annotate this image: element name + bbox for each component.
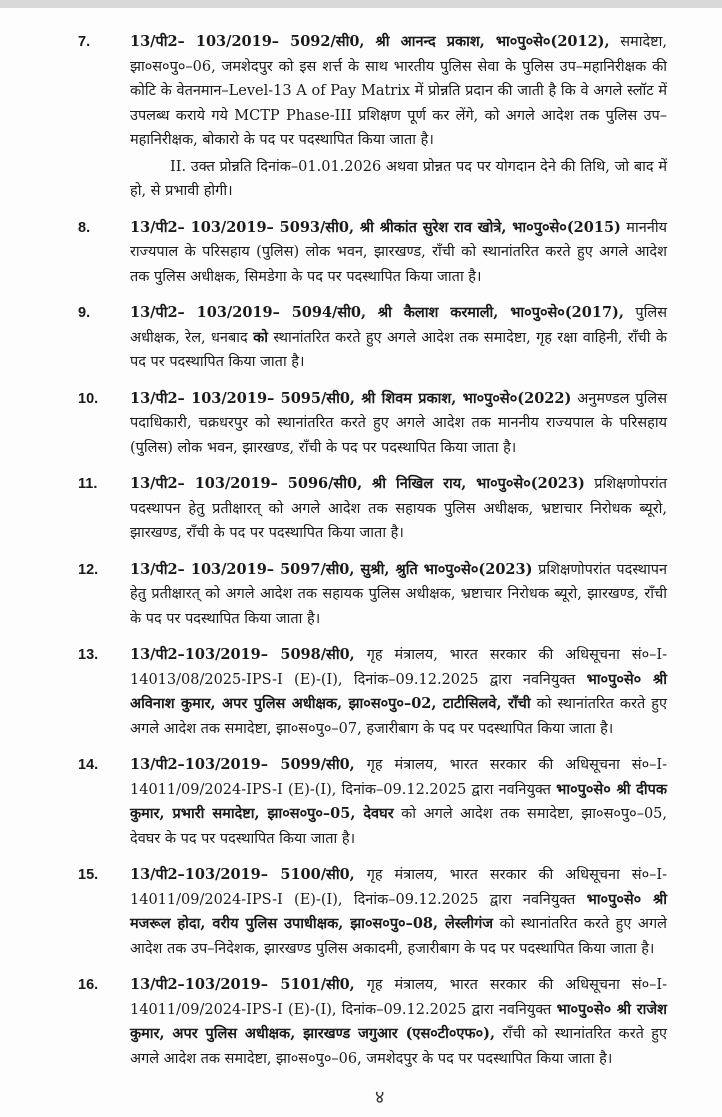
entry-reference-bold: 13/पी2– 103/2019– 5097/सी0, सुश्री, श्रुति भा०पु०से०(2023)	[130, 560, 533, 578]
entry-text: समादेष्टा, झा०स०पु०–06, जमशेदपुर को इस शर्त्त के साथ भारतीय पुलिस सेवा के पुलिस उप–महानिरीक्षक की कोटि के वेतनमान–Level-13 A of Pay Matrix में प्रोन्नति प्रदान की जाती है कि वे अगले स्लॉट में उपलब्ध कराये गये MCTP Phase-III प्रशिक्षण पूर्ण कर लेंगे, को अगले आदेश तक पुलिस उप–महानिरीक्षक, बोकारो के पद पर पदस्थापित किया जाता है।	[130, 34, 667, 148]
entry-text: को स्थानांतरित करते हुए अगले आदेश तक उप–निदेशक, झारखण्ड पुलिस अकादमी, हजारीबाग के पद पर पदस्थापित किया जाता है।	[130, 916, 667, 957]
order-entry	[78, 216, 667, 290]
entry-reference-bold: 13/पी2–103/2019– 5099/सी0,	[130, 756, 355, 773]
entry-number: 8.	[78, 219, 91, 236]
entry-text: पुलिस अधीक्षक, रेल, धनबाद	[130, 305, 667, 346]
entry-reference-bold: भा०पु०से० श्री राजेश कुमार, अपर पुलिस अधीक्षक, झारखण्ड जगुआर (एस०टी०एफ०),	[130, 1000, 668, 1042]
entry-text: गृह मंत्रालय, भारत सरकार की अधिसूचना सं०–I-14011/09/2024-IPS-I (E)-(I), दिनांक–09.12.2025 द्वारा नवनियुक्त	[130, 867, 668, 908]
entry-reference-bold: 13/पी2–103/2019– 5098/सी0,	[130, 646, 355, 663]
entry-subclause: II. उक्त प्रोन्नति दिनांक–01.01.2026 अथवा प्रोन्नत पद पर योगदान देने की तिथि, जो बाद में हो, से प्रभावी होगी।	[130, 158, 667, 199]
order-entry	[78, 863, 668, 961]
entry-number: 13.	[78, 647, 99, 663]
order-entry	[78, 30, 667, 204]
entry-reference-bold: 13/पी2–103/2019– 5100/सी0,	[130, 866, 355, 883]
entry-reference-bold: 13/पी2– 103/2019– 5094/सी0, श्री कैलाश करमाली, भा०पु०से०(2017),	[130, 304, 624, 321]
order-entry	[78, 558, 668, 632]
order-entry	[78, 643, 668, 741]
order-entry	[78, 472, 667, 546]
entry-number: 15.	[78, 867, 99, 883]
entry-text: प्रशिक्षणोपरांत पदस्थापन हेतु प्रतीक्षारत् को अगले आदेश तक सहायक पुलिस अधीक्षक, भ्रष्टाचार निरोधक ब्यूरो, झारखण्ड, राँची के पद पर पदस्थापित किया जाता है।	[130, 561, 668, 627]
entry-reference-bold: भा०पु०से० श्री दीपक कुमार, प्रभारी समादेष्टा, झा०स०पु०–05, देवघर	[130, 780, 667, 822]
entry-reference-bold: 13/पी2– 103/2019– 5095/सी0, श्री शिवम प्रकाश, भा०पु०से०(2022)	[130, 389, 572, 407]
entry-text: स्थानांतरित करते हुए अगले आदेश तक समादेष्टा, गृह रक्षा वाहिनी, राँची के पद पर पदस्थापित किया जाता है।	[130, 329, 667, 370]
entry-text: माननीय राज्यपाल के परिसहाय (पुलिस) लोक भवन, झारखण्ड, राँची को स्थानांतरित करते हुए अगले आदेश तक पुलिस अधीक्षक, सिमडेगा के पद पर पदस्थापित किया जाता है।	[130, 219, 667, 285]
entry-number: 10.	[78, 390, 99, 407]
entry-reference-bold: को	[253, 328, 268, 346]
entry-number: 11.	[78, 476, 98, 492]
entry-number: 14.	[78, 757, 99, 773]
scan-edge	[0, 0, 722, 8]
entry-text: राँची को स्थानांतरित करते हुए अगले आदेश तक समादेष्टा, झा०स०पु०–06, जमशेदपुर के पद पर पदस्थापित किया जाता है।	[130, 1026, 667, 1067]
entry-text: को अगले आदेश तक समादेष्टा, झा०स०पु०–05, देवघर के पद पर पदस्थापित किया जाता है।	[130, 806, 667, 847]
order-entry	[78, 301, 667, 375]
entry-reference-bold: 13/पी2– 103/2019– 5096/सी0, श्री निखिल राय, भा०पु०से०(2023)	[130, 475, 585, 492]
entry-number: 9.	[78, 305, 91, 321]
order-entry	[78, 387, 667, 461]
entry-number: 12.	[78, 561, 99, 578]
entry-text: को स्थानांतरित करते हुए अगले आदेश तक समादेष्टा, झा०स०पु०–07, हजारीबाग के पद पर पदस्थापित किया जाता है।	[130, 696, 667, 737]
entry-text: गृह मंत्रालय, भारत सरकार की अधिसूचना सं०–I-14011/09/2024-IPS-I (E)-(I), दिनांक–09.12.2025 द्वारा नवनियुक्त	[130, 757, 668, 798]
entry-reference-bold: 13/पी2– 103/2019– 5093/सी0, श्री श्रीकांत सुरेश राव खोत्रे, भा०पु०से०(2015)	[130, 218, 621, 236]
order-entry	[78, 973, 668, 1071]
entry-number: 16.	[78, 977, 99, 993]
entry-reference-bold: 13/पी2– 103/2019– 5092/सी0, श्री आनन्द प्रकाश, भा०पु०से०(2012),	[130, 33, 610, 50]
order-entry	[78, 753, 668, 851]
entry-reference-bold: भा०पु०से० श्री अविनाश कुमार, अपर पुलिस अधीक्षक, झा०स०पु०–02, टाटीसिलवे, राँची	[130, 670, 667, 712]
entry-text: अनुमण्डल पुलिस पदाधिकारी, चक्रधरपुर को स्थानांतरित करते हुए अगले आदेश तक माननीय राज्यपाल के परिसहाय (पुलिस) लोक भवन, झारखण्ड, राँची के पद पर पदस्थापित किया जाता है।	[130, 390, 667, 456]
entry-text: गृह मंत्रालय, भारत सरकार की अधिसूचना सं०–I-14011/09/2024-IPS-I (E)-(I), दिनांक–09.12.2025 द्वारा नवनियुक्त	[130, 977, 668, 1018]
entry-text: प्रशिक्षणोपरांत पदस्थापन हेतु प्रतीक्षारत् को अगले आदेश तक सहायक पुलिस अधीक्षक, भ्रष्टाचार निरोधक ब्यूरो, झारखण्ड, राँची के पद पर पदस्थापित किया जाता है।	[130, 476, 667, 541]
entry-text: गृह मंत्रालय, भारत सरकार की अधिसूचना सं०–I-14013/08/2025-IPS-I (E)-(I), दिनांक–09.12.2025 द्वारा नवनियुक्त	[130, 647, 668, 688]
entry-reference-bold: भा०पु०से० श्री मजरूल होदा, वरीय पुलिस उपाधीक्षक, झा०स०पु०–08, लेस्लीगंज	[130, 890, 667, 932]
page-number: ४	[375, 1087, 385, 1108]
entry-number: 7.	[78, 34, 91, 50]
entry-reference-bold: 13/पी2–103/2019– 5101/सी0,	[130, 976, 355, 993]
